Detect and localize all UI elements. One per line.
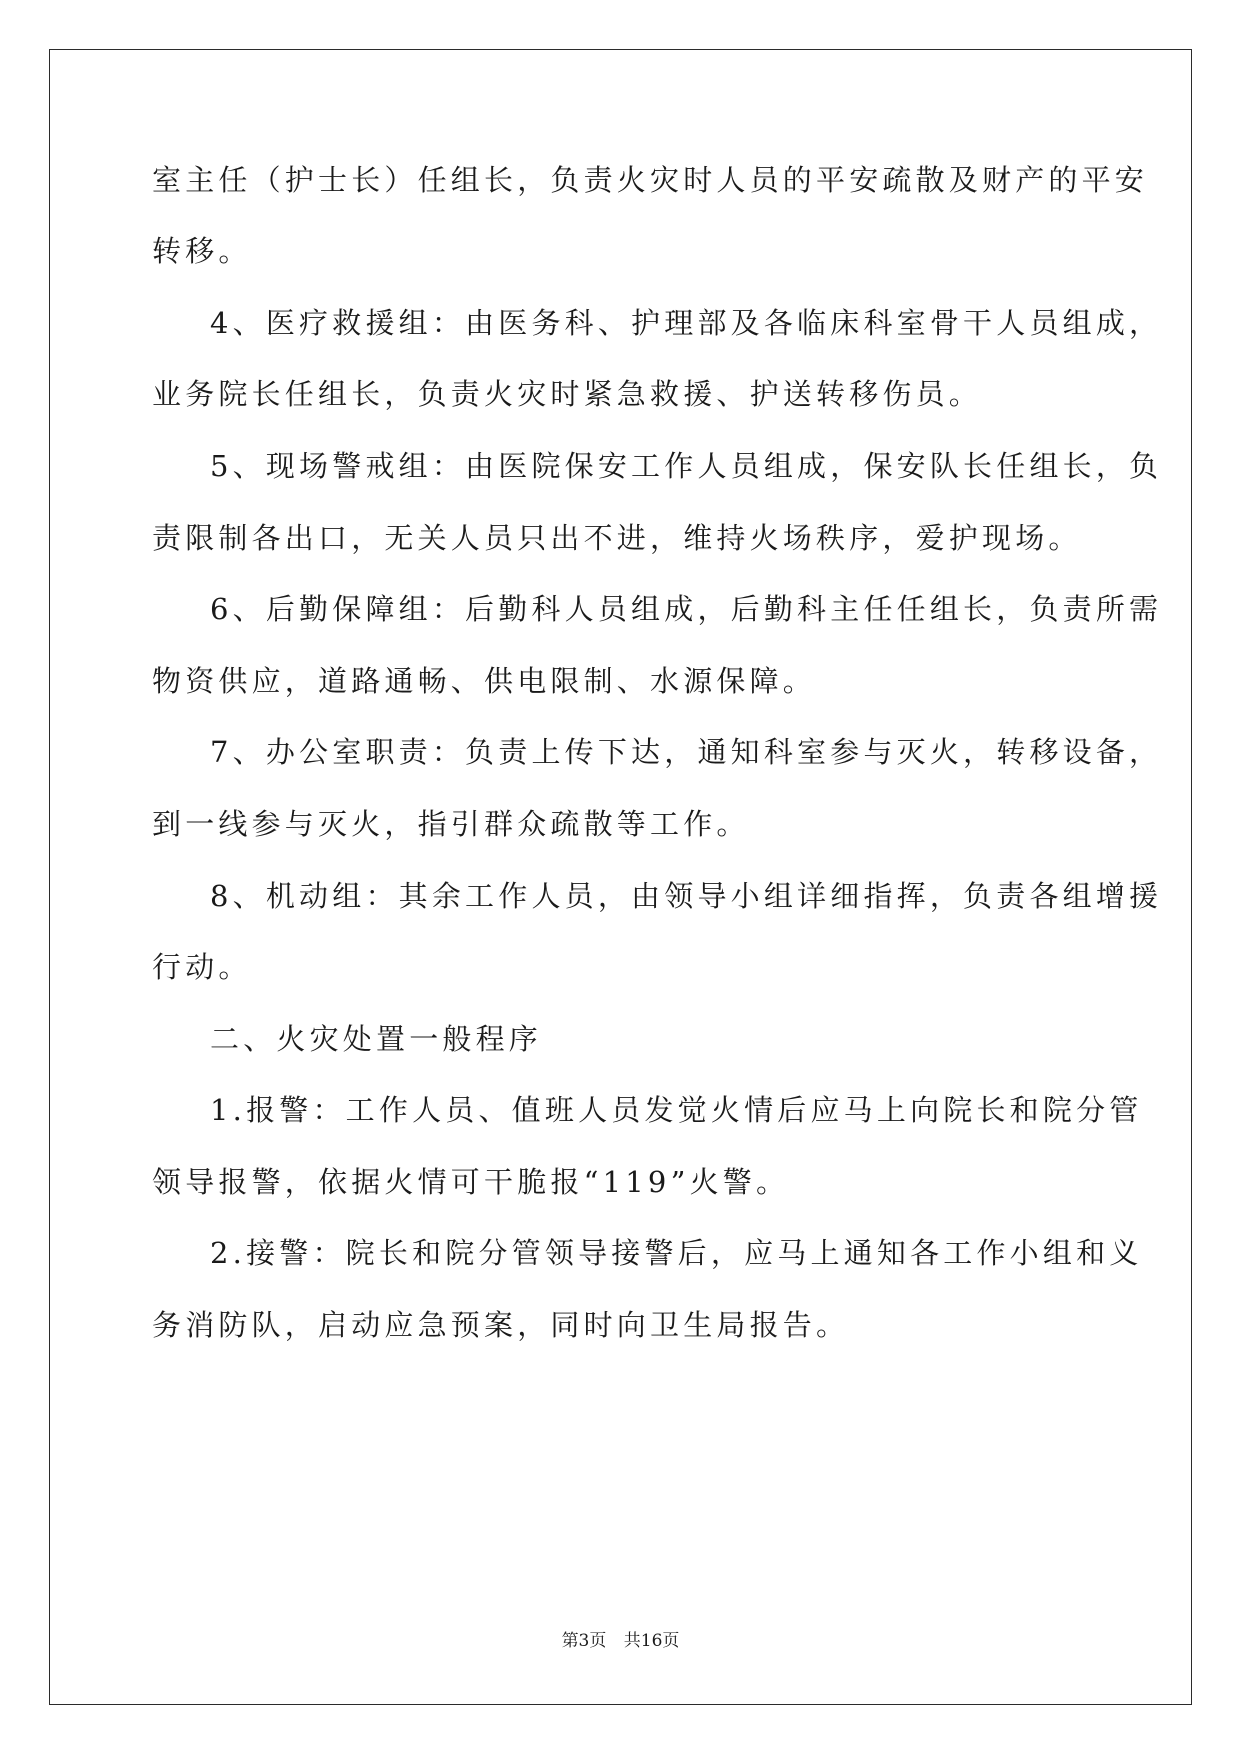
paragraph-line: 责限制各出口，无关人员只出不进，维持火场秩序，爱护现场。 xyxy=(152,521,1082,555)
paragraph-line: 2.接警：院长和院分管领导接警后，应马上通知各工作小组和义 xyxy=(210,1236,1143,1270)
page-total: 共16页 xyxy=(623,1631,680,1651)
paragraph-line: 1.报警：工作人员、值班人员发觉火情后应马上向院长和院分管 xyxy=(210,1093,1143,1127)
paragraph-line: 8、机动组：其余工作人员，由领导小组详细指挥，负责各组增援 xyxy=(210,879,1163,913)
paragraph-line: 6、后勤保障组：后勤科人员组成，后勤科主任任组长，负责所需 xyxy=(210,592,1163,626)
page-number: 第3页 xyxy=(561,1631,607,1651)
paragraph-line: 转移。 xyxy=(152,234,252,268)
paragraph-line: 业务院长任组长，负责火灾时紧急救援、护送转移伤员。 xyxy=(152,377,983,411)
paragraph-line: 行动。 xyxy=(152,950,252,984)
paragraph-line: 7、办公室职责：负责上传下达，通知科室参与灭火，转移设备， xyxy=(210,735,1163,769)
paragraph-line: 领导报警，依据火情可干脆报“119”火警。 xyxy=(152,1165,790,1199)
paragraph-line: 4、医疗救援组：由医务科、护理部及各临床科室骨干人员组成， xyxy=(210,306,1163,340)
paragraph-line: 到一线参与灭火，指引群众疏散等工作。 xyxy=(152,807,750,841)
paragraph-line: 室主任（护士长）任组长，负责火灾时人员的平安疏散及财产的平安 xyxy=(152,163,1149,197)
paragraph-line: 务消防队，启动应急预案，同时向卫生局报告。 xyxy=(152,1308,850,1342)
paragraph-line: 5、现场警戒组：由医院保安工作人员组成，保安队长任组长，负 xyxy=(210,449,1163,483)
paragraph-line: 物资供应，道路通畅、供电限制、水源保障。 xyxy=(152,664,817,698)
section-heading: 二、火灾处置一般程序 xyxy=(210,1022,543,1056)
page-footer xyxy=(0,1626,1241,1651)
